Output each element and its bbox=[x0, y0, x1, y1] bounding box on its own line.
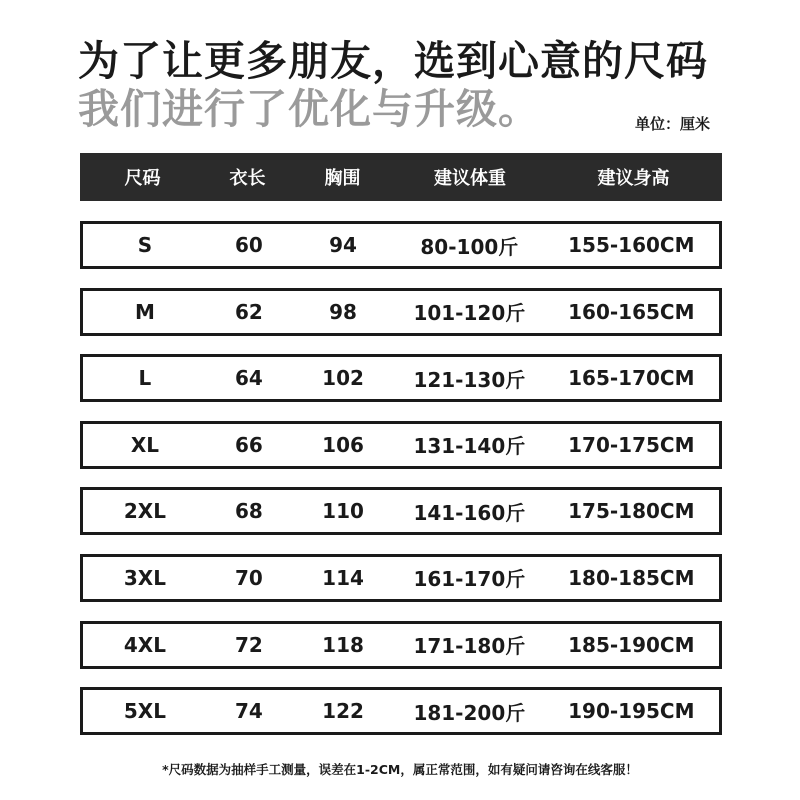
table-row bbox=[80, 487, 722, 535]
header-size: 尺码 bbox=[124, 168, 161, 189]
table-row bbox=[80, 221, 722, 269]
cell-length: 66 bbox=[235, 432, 263, 457]
table-row bbox=[80, 687, 722, 735]
cell-size: 3XL bbox=[123, 565, 166, 590]
cell-weight: 181-200斤 bbox=[413, 700, 526, 725]
header-length: 衣长 bbox=[229, 168, 266, 189]
cell-size: 2XL bbox=[123, 499, 166, 524]
cell-size: L bbox=[138, 366, 152, 391]
cell-length: 64 bbox=[235, 366, 263, 391]
size-table-header bbox=[80, 153, 722, 201]
cell-size: M bbox=[134, 299, 155, 324]
cell-chest: 102 bbox=[322, 366, 364, 391]
cell-height: 155-160CM bbox=[568, 233, 695, 257]
size-table-body bbox=[80, 221, 722, 754]
cell-weight: 80-100斤 bbox=[420, 234, 519, 259]
headline-secondary: 我们进行了优化与升级。 bbox=[78, 85, 540, 133]
cell-height: 190-195CM bbox=[568, 699, 695, 724]
header-chest: 胸围 bbox=[324, 168, 361, 189]
measurement-footnote: *尺码数据为抽样手工测量，误差在1-2CM，属正常范围，如有疑问请咨询在线客服！ bbox=[162, 762, 638, 777]
cell-weight: 101-120斤 bbox=[413, 301, 526, 326]
table-row bbox=[80, 554, 722, 602]
cell-chest: 94 bbox=[329, 233, 357, 257]
table-row bbox=[80, 288, 722, 336]
cell-height: 160-165CM bbox=[568, 299, 695, 324]
cell-height: 180-185CM bbox=[568, 565, 695, 590]
header-height: 建议身高 bbox=[597, 168, 670, 189]
cell-height: 170-175CM bbox=[568, 432, 695, 457]
cell-weight: 141-160斤 bbox=[413, 500, 526, 525]
cell-length: 74 bbox=[235, 699, 263, 724]
cell-size: S bbox=[137, 233, 153, 257]
cell-chest: 98 bbox=[329, 299, 357, 324]
table-row bbox=[80, 421, 722, 469]
table-row bbox=[80, 354, 722, 402]
headline-primary: 为了让更多朋友，选到心意的尺码 bbox=[78, 37, 708, 85]
cell-height: 165-170CM bbox=[568, 366, 695, 391]
cell-weight: 131-140斤 bbox=[413, 434, 526, 459]
cell-size: XL bbox=[130, 432, 159, 457]
cell-weight: 171-180斤 bbox=[413, 634, 526, 659]
cell-length: 68 bbox=[235, 499, 263, 524]
cell-weight: 121-130斤 bbox=[413, 367, 526, 392]
cell-chest: 114 bbox=[322, 565, 364, 590]
unit-note: 单位：厘米 bbox=[634, 115, 710, 133]
cell-chest: 106 bbox=[322, 432, 364, 457]
header-weight: 建议体重 bbox=[434, 168, 506, 189]
cell-length: 72 bbox=[235, 632, 263, 657]
cell-height: 175-180CM bbox=[568, 499, 695, 524]
cell-weight: 161-170斤 bbox=[413, 567, 526, 592]
cell-length: 60 bbox=[235, 233, 263, 257]
cell-chest: 118 bbox=[322, 632, 364, 657]
cell-size: 4XL bbox=[123, 632, 166, 657]
cell-size: 5XL bbox=[123, 699, 166, 724]
cell-height: 185-190CM bbox=[568, 632, 695, 657]
cell-chest: 110 bbox=[322, 499, 364, 524]
cell-length: 62 bbox=[235, 299, 263, 324]
table-row bbox=[80, 621, 722, 669]
cell-chest: 122 bbox=[322, 699, 364, 724]
cell-length: 70 bbox=[235, 565, 263, 590]
